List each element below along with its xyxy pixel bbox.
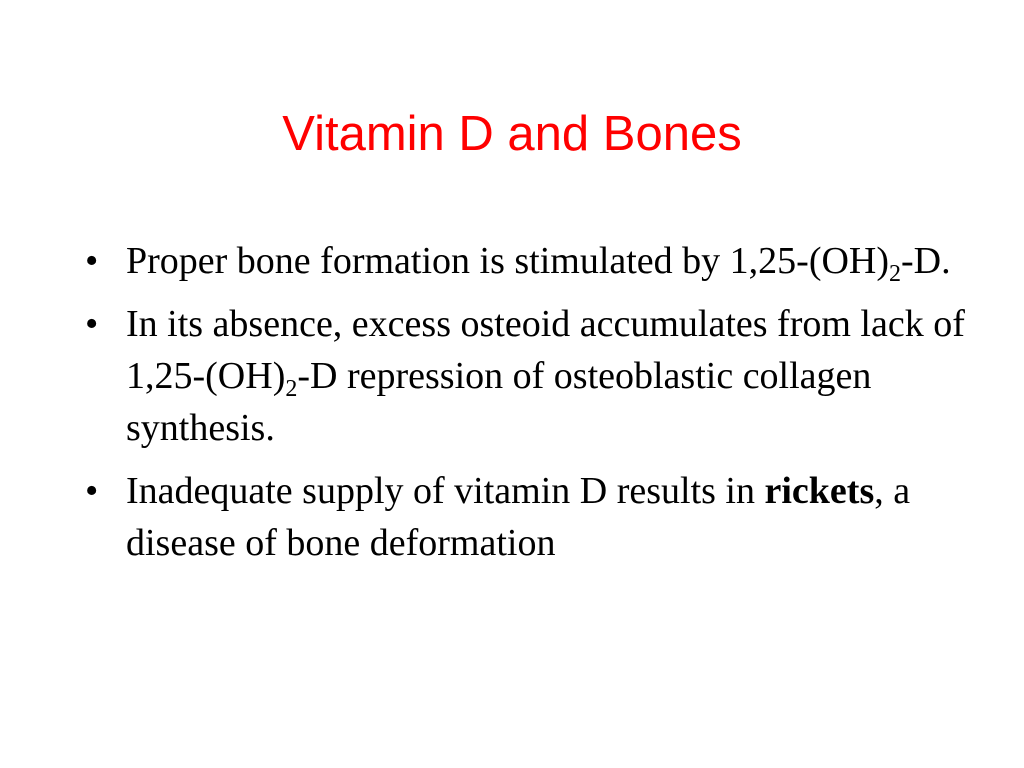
bullet-list [85, 235, 965, 580]
bullet-marker: • [85, 303, 99, 345]
bullet-text: -D repression of osteoblastic collagen synthesis. [126, 355, 872, 449]
subscript: 2 [285, 376, 298, 402]
bullet-item [85, 298, 965, 454]
bullet-item [85, 235, 965, 287]
bullet-marker: • [85, 470, 99, 512]
bullet-item [85, 465, 965, 569]
slide-title: Vitamin D and Bones [282, 107, 742, 161]
bold-term: rickets [764, 470, 875, 512]
bullet-marker: • [85, 240, 99, 282]
bullet-text: , a disease of bone deformation [126, 470, 911, 564]
bullet-text: -D. [901, 240, 951, 282]
bullet-text: Proper bone formation is stimulated by 1,25-(OH) [126, 240, 890, 282]
bullet-text: In its absence, excess osteoid accumulates from lack of 1,25-(OH) [126, 303, 965, 397]
subscript: 2 [889, 261, 902, 287]
bullet-text: Inadequate supply of vitamin D results in [126, 470, 765, 512]
